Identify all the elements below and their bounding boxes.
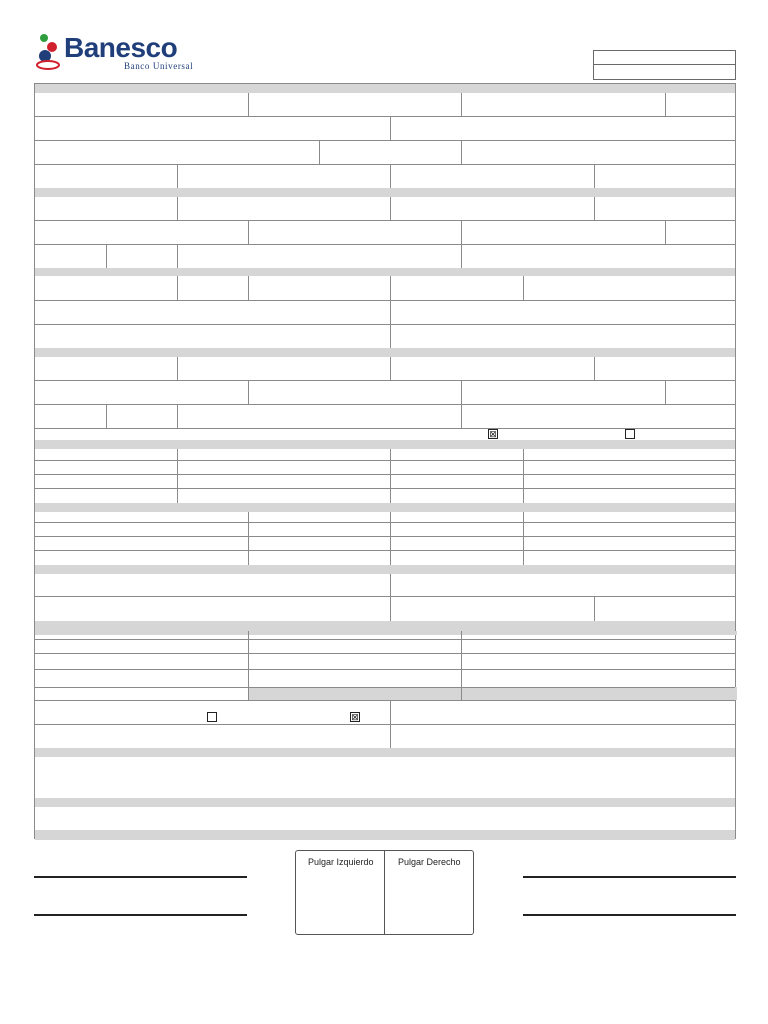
section-band-10 [35, 798, 735, 807]
left-thumb-label: Pulgar Izquierdo [308, 857, 374, 867]
signature-line-right-2[interactable] [523, 914, 736, 916]
brand-subtitle: Banco Universal [124, 61, 194, 71]
section-band-1 [35, 84, 735, 93]
section-band-2 [35, 188, 735, 197]
reference-box[interactable] [593, 50, 736, 80]
application-form [34, 83, 736, 839]
section-band-9 [35, 748, 735, 757]
brand-name: Banesco [64, 32, 178, 63]
gray-cell [248, 687, 737, 700]
checkbox-option-a2[interactable] [625, 429, 635, 439]
signature-line-left-2[interactable] [34, 914, 247, 916]
section-band-5 [35, 440, 735, 449]
signature-line-left-1[interactable] [34, 876, 247, 878]
section-band-6 [35, 503, 735, 512]
right-thumb-label: Pulgar Derecho [398, 857, 461, 867]
bank-logo [34, 30, 204, 76]
section-band-11 [35, 830, 735, 840]
section-band-7 [35, 565, 735, 574]
gray-cell-top [35, 631, 737, 635]
section-band-4 [35, 348, 735, 357]
checkbox-option-b1[interactable] [207, 712, 217, 722]
checkbox-option-b2[interactable]: ⊠ [351, 712, 359, 722]
section-band-3 [35, 268, 735, 276]
fingerprint-box [295, 850, 474, 935]
logo-icon [34, 32, 64, 72]
section-band-8 [35, 621, 735, 631]
checkbox-option-a1[interactable]: ⊠ [489, 429, 497, 439]
signature-line-right-1[interactable] [523, 876, 736, 878]
